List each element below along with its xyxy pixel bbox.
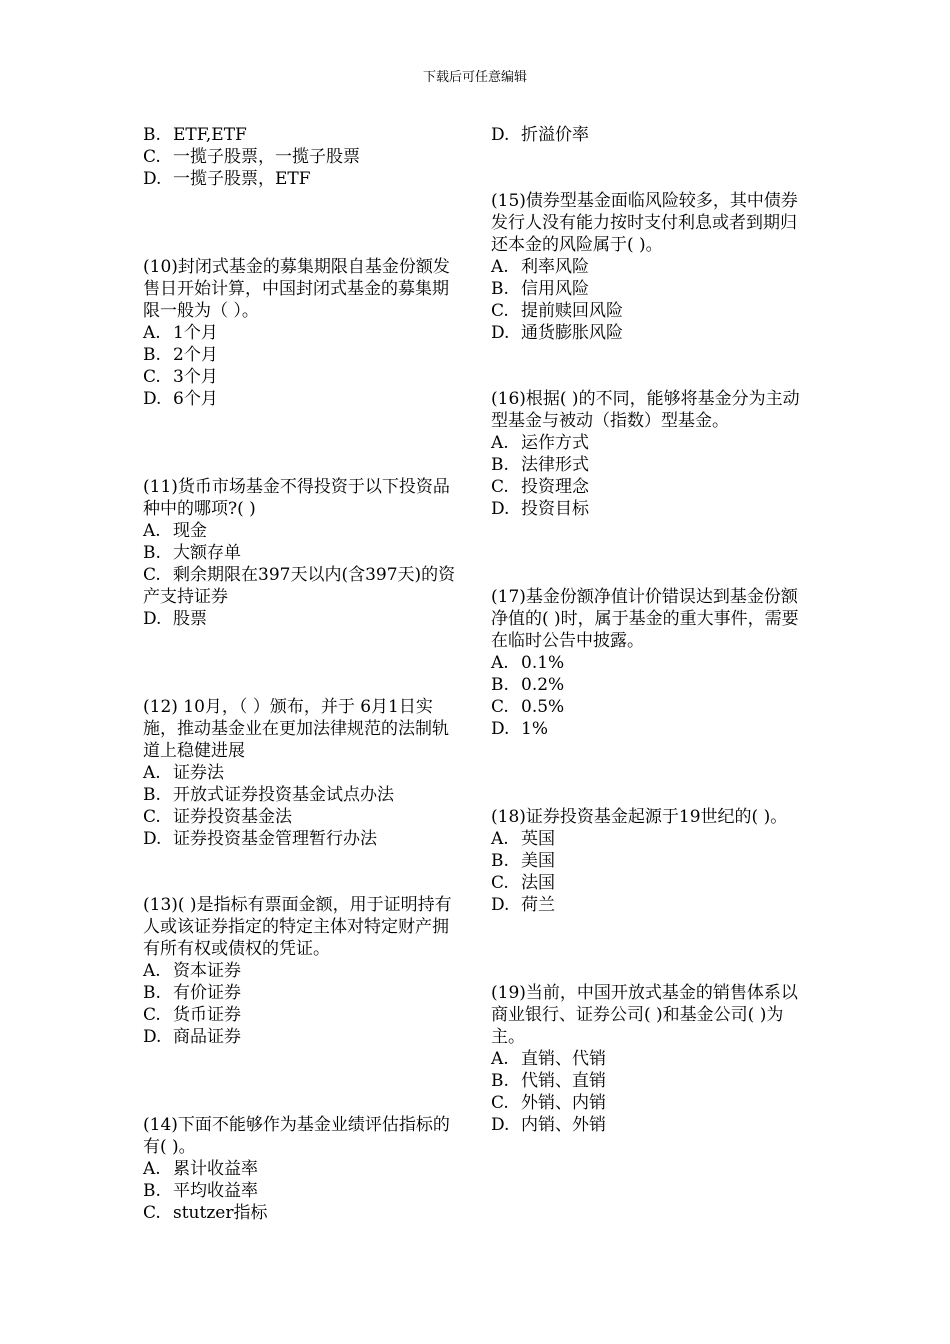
option-a bbox=[491, 828, 811, 850]
option-key: D. bbox=[143, 609, 162, 629]
option-text: 美国 bbox=[521, 851, 555, 871]
option-text: 1% bbox=[521, 719, 548, 739]
option-text: 0.2% bbox=[521, 675, 565, 695]
option-text: 6个月 bbox=[173, 389, 218, 409]
option-c bbox=[491, 300, 811, 322]
option-text: 投资目标 bbox=[521, 499, 589, 519]
option-b bbox=[491, 850, 811, 872]
option-text: 运作方式 bbox=[521, 433, 589, 453]
option-c bbox=[491, 696, 811, 718]
option-c bbox=[143, 1202, 461, 1224]
option-b bbox=[143, 1180, 461, 1202]
option-a bbox=[491, 256, 811, 278]
option-a bbox=[491, 432, 811, 454]
option-key: C. bbox=[143, 807, 161, 827]
option-a bbox=[143, 762, 461, 784]
option-key: B. bbox=[491, 1071, 509, 1091]
option-c bbox=[143, 806, 461, 828]
question-19 bbox=[491, 982, 811, 1136]
option-key: C. bbox=[491, 477, 509, 497]
option-text: 外销、内销 bbox=[521, 1093, 606, 1113]
question-9-continued bbox=[143, 124, 461, 190]
question-17 bbox=[491, 586, 811, 740]
option-c bbox=[491, 1092, 811, 1114]
option-text: 证券投资基金管理暂行办法 bbox=[173, 829, 377, 849]
question-stem: (19)当前，中国开放式基金的销售体系以商业银行、证券公司( )和基金公司( )为主。 bbox=[491, 983, 798, 1047]
option-text: 法国 bbox=[521, 873, 555, 893]
option-text: 法律形式 bbox=[521, 455, 589, 475]
option-key: A. bbox=[143, 323, 161, 343]
option-c bbox=[491, 476, 811, 498]
option-b bbox=[143, 124, 461, 146]
option-key: C. bbox=[491, 1093, 509, 1113]
option-key: C. bbox=[491, 301, 509, 321]
option-c bbox=[143, 1004, 461, 1026]
option-key: D. bbox=[491, 323, 510, 343]
option-a bbox=[143, 960, 461, 982]
question-14-continued bbox=[491, 124, 811, 146]
option-text: 一揽子股票，一揽子股票 bbox=[173, 147, 360, 167]
option-d bbox=[143, 828, 461, 850]
option-text: 货币证券 bbox=[173, 1005, 241, 1025]
option-b bbox=[143, 784, 461, 806]
option-key: B. bbox=[143, 1181, 161, 1201]
option-text: 剩余期限在397天以内(含397天)的资产支持证券 bbox=[143, 565, 456, 607]
question-stem: (12) 10月，（ ）颁布，并于 6月1日实施，推动基金业在更加法律规范的法制轨道上稳健进展 bbox=[143, 697, 449, 761]
option-key: B. bbox=[491, 279, 509, 299]
option-d bbox=[143, 388, 461, 410]
question-stem: (11)货币市场基金不得投资于以下投资品种中的哪项?( ) bbox=[143, 477, 450, 519]
option-text: 0.1% bbox=[521, 653, 565, 673]
option-text: 2个月 bbox=[173, 345, 218, 365]
option-text: 信用风险 bbox=[521, 279, 589, 299]
option-key: C. bbox=[143, 565, 161, 585]
option-text: 开放式证券投资基金试点办法 bbox=[173, 785, 394, 805]
option-c bbox=[143, 366, 461, 388]
option-b bbox=[143, 982, 461, 1004]
question-stem: (18)证券投资基金起源于19世纪的( )。 bbox=[491, 807, 788, 827]
option-key: B. bbox=[491, 455, 509, 475]
option-key: B. bbox=[143, 543, 161, 563]
option-d bbox=[143, 608, 461, 630]
option-key: C. bbox=[143, 1005, 161, 1025]
option-key: C. bbox=[143, 1203, 161, 1223]
option-c bbox=[143, 564, 461, 608]
option-text: stutzer指标 bbox=[173, 1203, 268, 1223]
question-stem: (15)债券型基金面临风险较多，其中债券发行人没有能力按时支付利息或者到期归还本金的风险属于( )。 bbox=[491, 191, 798, 255]
option-key: C. bbox=[143, 367, 161, 387]
option-key: B. bbox=[491, 675, 509, 695]
option-text: 资本证券 bbox=[173, 961, 241, 981]
option-text: 证券投资基金法 bbox=[173, 807, 292, 827]
option-key: B. bbox=[491, 851, 509, 871]
option-key: A. bbox=[491, 257, 509, 277]
right-column bbox=[491, 124, 811, 1136]
question-stem: (17)基金份额净值计价错误达到基金份额净值的( )时，属于基金的重大事件，需要在临时公告中披露。 bbox=[491, 587, 799, 651]
option-text: 直销、代销 bbox=[521, 1049, 606, 1069]
question-stem: (13)( )是指标有票面金额，用于证明持有人或该证券指定的特定主体对特定财产拥有所有权或债权的凭证。 bbox=[143, 895, 452, 959]
question-12 bbox=[143, 696, 461, 850]
question-stem: (14)下面不能够作为基金业绩评估指标的有( )。 bbox=[143, 1115, 450, 1157]
page-header: 下载后可任意编辑 bbox=[422, 70, 527, 85]
option-text: 累计收益率 bbox=[173, 1159, 258, 1179]
option-text: 代销、直销 bbox=[521, 1071, 606, 1091]
option-key: A. bbox=[491, 433, 509, 453]
option-text: 商品证券 bbox=[173, 1027, 241, 1047]
option-text: 平均收益率 bbox=[173, 1181, 258, 1201]
question-16 bbox=[491, 388, 811, 520]
option-text: ETF,ETF bbox=[173, 125, 247, 145]
option-key: D. bbox=[143, 829, 162, 849]
option-text: 提前赎回风险 bbox=[521, 301, 623, 321]
option-text: 证券法 bbox=[173, 763, 224, 783]
option-key: A. bbox=[143, 1159, 161, 1179]
option-b bbox=[491, 674, 811, 696]
option-text: 投资理念 bbox=[521, 477, 589, 497]
option-key: B. bbox=[143, 785, 161, 805]
option-key: B. bbox=[143, 125, 161, 145]
option-key: D. bbox=[143, 169, 162, 189]
option-a bbox=[491, 652, 811, 674]
option-key: B. bbox=[143, 345, 161, 365]
option-key: D. bbox=[143, 389, 162, 409]
option-key: A. bbox=[491, 829, 509, 849]
option-d bbox=[143, 168, 461, 190]
option-b bbox=[143, 344, 461, 366]
question-stem: (10)封闭式基金的募集期限自基金份额发售日开始计算，中国封闭式基金的募集期限一般为（ ）。 bbox=[143, 257, 450, 321]
option-d bbox=[491, 1114, 811, 1136]
option-key: B. bbox=[143, 983, 161, 1003]
option-key: A. bbox=[143, 763, 161, 783]
option-text: 现金 bbox=[173, 521, 207, 541]
option-c bbox=[143, 146, 461, 168]
option-text: 折溢价率 bbox=[521, 125, 589, 145]
option-key: C. bbox=[491, 697, 509, 717]
option-text: 利率风险 bbox=[521, 257, 589, 277]
option-d bbox=[491, 322, 811, 344]
question-10 bbox=[143, 256, 461, 410]
option-text: 股票 bbox=[173, 609, 207, 629]
option-d bbox=[143, 1026, 461, 1048]
option-key: D. bbox=[491, 499, 510, 519]
question-18 bbox=[491, 806, 811, 916]
option-d bbox=[491, 124, 811, 146]
option-d bbox=[491, 498, 811, 520]
question-stem: (16)根据( )的不同，能够将基金分为主动型基金与被动（指数）型基金。 bbox=[491, 389, 800, 431]
option-text: 通货膨胀风险 bbox=[521, 323, 623, 343]
option-key: D. bbox=[491, 1115, 510, 1135]
option-text: 大额存单 bbox=[173, 543, 241, 563]
question-11 bbox=[143, 476, 461, 630]
option-b bbox=[491, 278, 811, 300]
option-b bbox=[491, 1070, 811, 1092]
question-13 bbox=[143, 894, 461, 1048]
option-c bbox=[491, 872, 811, 894]
option-a bbox=[143, 520, 461, 542]
option-text: 荷兰 bbox=[521, 895, 555, 915]
option-d bbox=[491, 718, 811, 740]
option-key: C. bbox=[143, 147, 161, 167]
option-d bbox=[491, 894, 811, 916]
option-key: A. bbox=[143, 961, 161, 981]
option-text: 0.5% bbox=[521, 697, 565, 717]
option-b bbox=[491, 454, 811, 476]
question-15 bbox=[491, 190, 811, 344]
option-key: A. bbox=[491, 1049, 509, 1069]
option-key: A. bbox=[491, 653, 509, 673]
option-key: D. bbox=[491, 125, 510, 145]
option-a bbox=[491, 1048, 811, 1070]
option-text: 内销、外销 bbox=[521, 1115, 606, 1135]
option-text: 有价证券 bbox=[173, 983, 241, 1003]
question-14 bbox=[143, 1114, 461, 1224]
option-text: 3个月 bbox=[173, 367, 218, 387]
option-key: A. bbox=[143, 521, 161, 541]
option-text: 一揽子股票，ETF bbox=[173, 169, 311, 189]
option-text: 1个月 bbox=[173, 323, 218, 343]
option-key: D. bbox=[143, 1027, 162, 1047]
option-key: D. bbox=[491, 895, 510, 915]
left-column bbox=[143, 124, 461, 1224]
option-b bbox=[143, 542, 461, 564]
option-a bbox=[143, 322, 461, 344]
option-key: C. bbox=[491, 873, 509, 893]
option-text: 英国 bbox=[521, 829, 555, 849]
option-key: D. bbox=[491, 719, 510, 739]
option-a bbox=[143, 1158, 461, 1180]
